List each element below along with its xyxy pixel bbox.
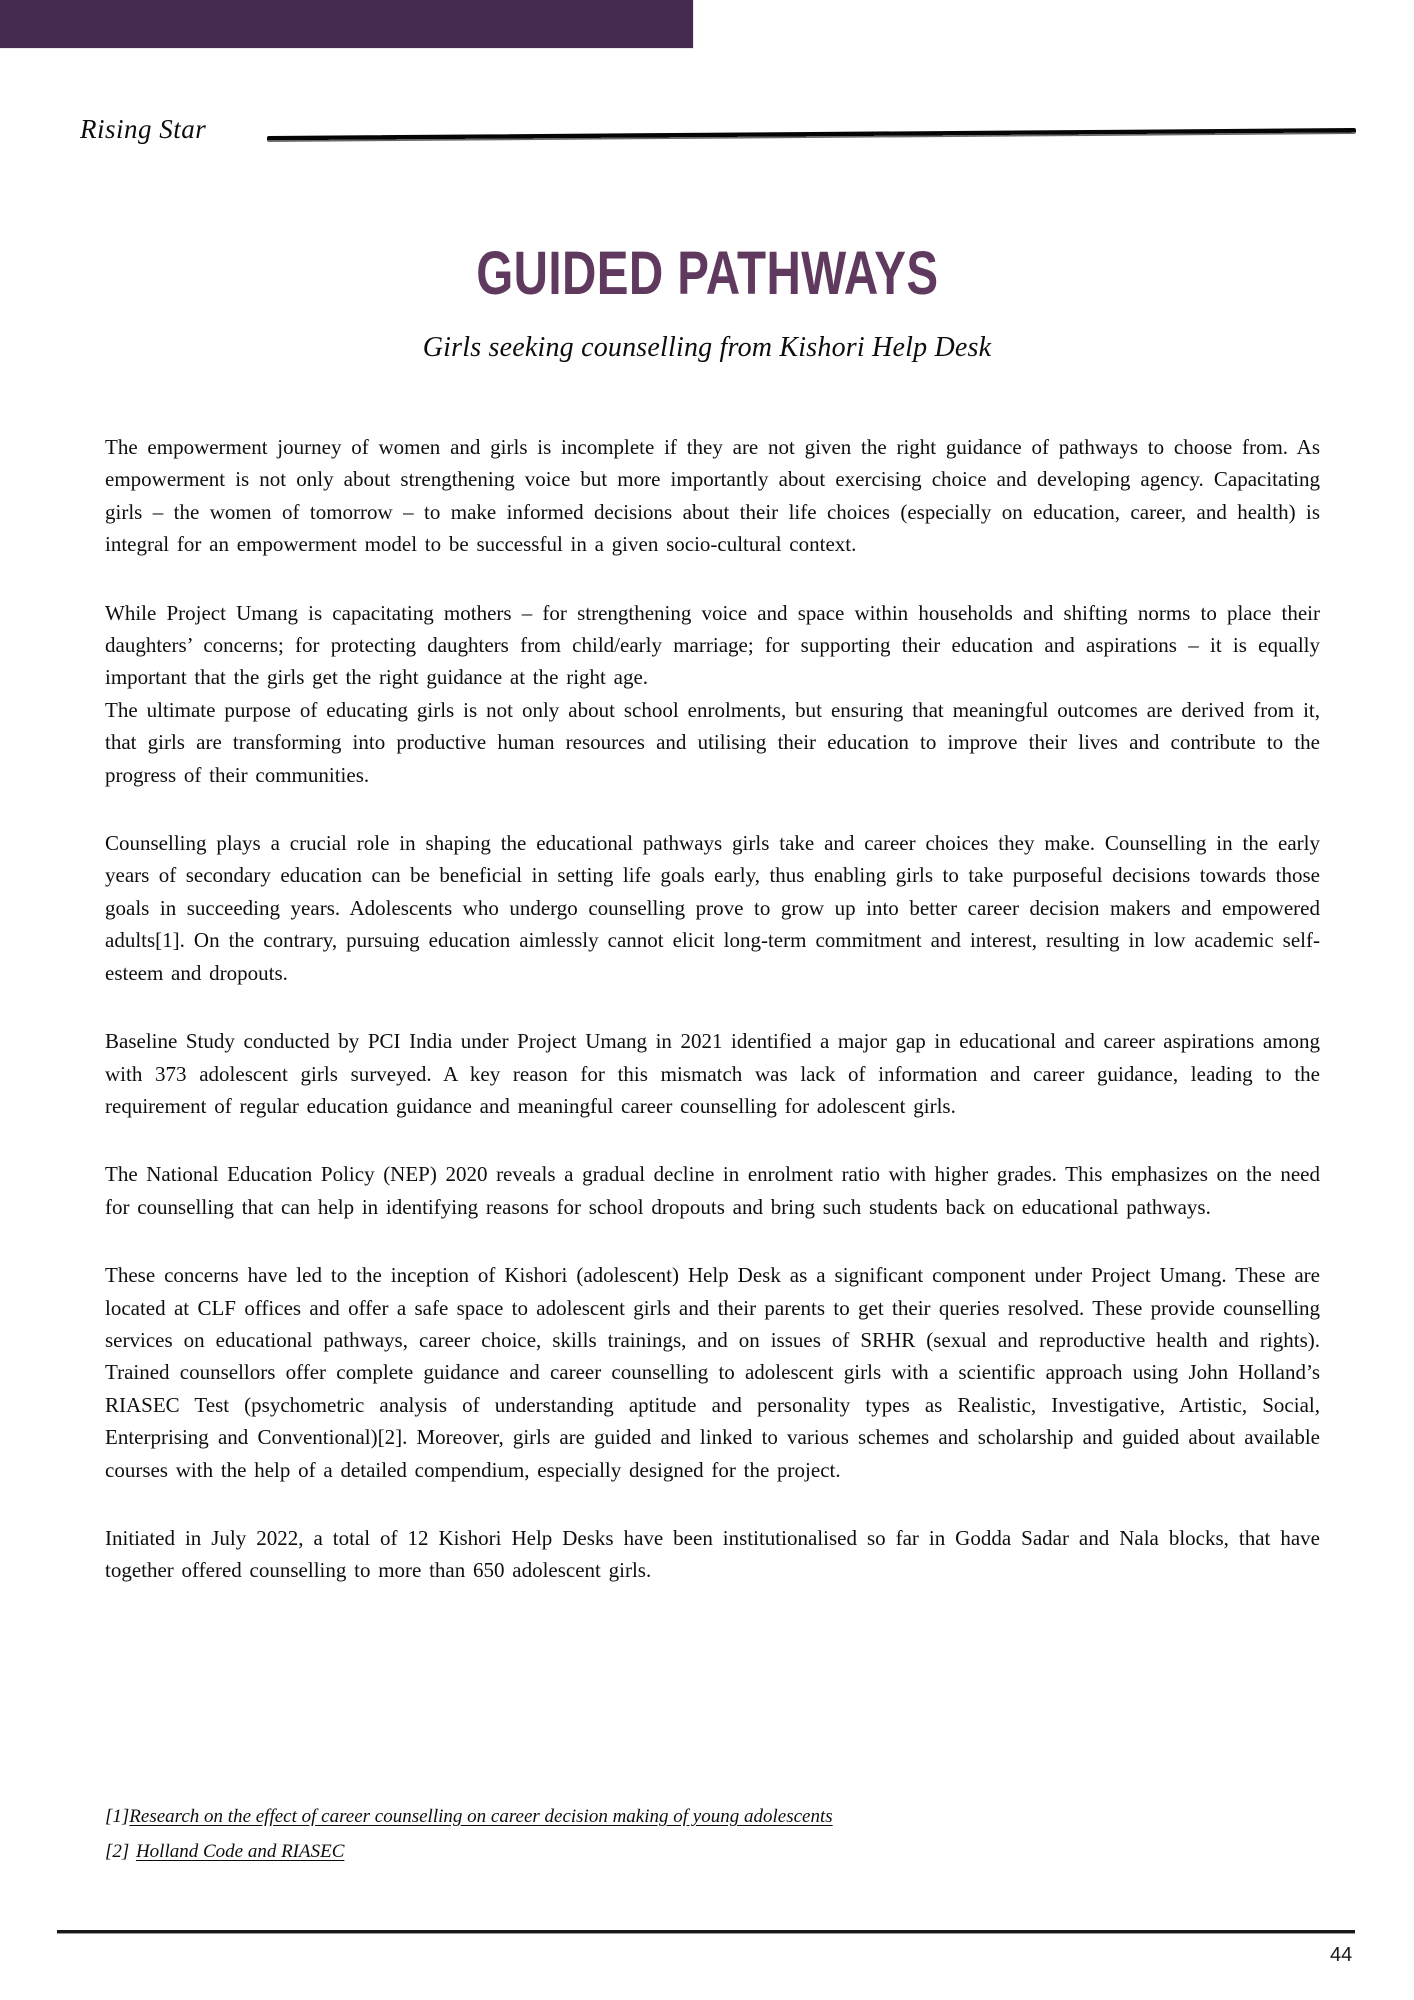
page-number: 44	[1330, 1944, 1353, 1966]
page-subtitle: Girls seeking counselling from Kishori Help Desk	[422, 332, 992, 363]
body-text-column	[105, 431, 1320, 1623]
footnote-link[interactable]: Holland Code and RIASEC	[135, 1841, 345, 1862]
footnotes-block	[105, 1799, 1205, 1869]
top-accent-bar	[0, 0, 694, 49]
body-paragraph: The ultimate purpose of educating girls is not only about school enrolments, but ensuring that meaningful outcomes are derived from it, that girls are transforming into productive human resources and utilising their education to improve their lives and contribute to the progress of their communities.	[105, 697, 1320, 787]
body-paragraph: While Project Umang is capacitating mothers – for strengthening voice and space within households and shifting norms to place their daughters’ concerns; for protecting daughters from child/early marriage; for supporting their education and aspirations – it is equally important that the girls get the right guidance at the right age.	[105, 600, 1320, 690]
footnote-link[interactable]: Research on the effect of career counselling on career decision making of young adolescents	[129, 1806, 833, 1827]
body-paragraph: The National Education Policy (NEP) 2020 reveals a gradual decline in enrolment ratio with higher grades. This emphasizes on the need for counselling that can help in identifying reasons for school dropouts and bring such students back on educational pathways.	[105, 1162, 1320, 1219]
footnote-marker: [1]	[105, 1806, 130, 1827]
footnote	[105, 1834, 1205, 1869]
body-paragraph: Initiated in July 2022, a total of 12 Kishori Help Desks have been institutionalised so far in Godda Sadar and Nala blocks, that have together offered counselling to more than 650 adolescent girls.	[105, 1525, 1320, 1583]
brand-name: Rising Star	[80, 114, 207, 144]
footer-rule	[57, 1930, 1355, 1934]
title-block	[0, 238, 1414, 308]
header-rule	[267, 128, 1356, 142]
body-paragraph: These concerns have led to the inception of Kishori (adolescent) Help Desk as a significant component under Project Umang. These are located at CLF offices and offer a safe space to adolescent girls and their parents to get their queries resolved. These provide counselling services on educational pathways, career choice, skills trainings, and on issues of SRHR (sexual and reproductive health and rights). Trained counsellors offer complete guidance and career counselling to adolescent girls with a scientific approach using John Holland’s RIASEC Test (psychometric analysis of understanding aptitude and personality types as Realistic, Investigative, Artistic, Social, Enterprising and Conventional)[2]. Moreover, girls are guided and linked to various schemes and scholarship and guided about available courses with the help of a detailed compendium, especially designed for the project.	[105, 1263, 1320, 1482]
body-paragraph: The empowerment journey of women and girls is incomplete if they are not given the right guidance of pathways to choose from. As empowerment is not only about strengthening voice but more importantly about exercising choice and developing agency. Capacitating girls – the women of tomorrow – to make informed decisions about their life choices (especially on education, career, and health) is integral for an empowerment model to be successful in a given socio-cultural context.	[105, 435, 1320, 557]
body-paragraph: Baseline Study conducted by PCI India under Project Umang in 2021 identified a major gap in educational and career aspirations among with 373 adolescent girls surveyed. A key reason for this mismatch was lack of information and career guidance, leading to the requirement of regular education guidance and meaningful career counselling for adolescent girls.	[105, 1029, 1320, 1118]
footnote-marker: [2]	[105, 1841, 130, 1862]
footnote	[105, 1799, 1205, 1834]
subtitle-block	[0, 332, 1414, 364]
page-title: GUIDED PATHWAYS	[475, 239, 939, 307]
body-paragraph: Counselling plays a crucial role in shaping the educational pathways girls take and career choices they make. Counselling in the early years of secondary education can be beneficial in setting life goals early, thus enabling girls to take purposeful decisions towards those goals in succeeding years. Adolescents who undergo counselling prove to grow up into better career decision makers and empowered adults[1]. On the contrary, pursuing education aimlessly cannot elicit long-term commitment and interest, resulting in low academic self-esteem and dropouts.	[105, 831, 1320, 985]
